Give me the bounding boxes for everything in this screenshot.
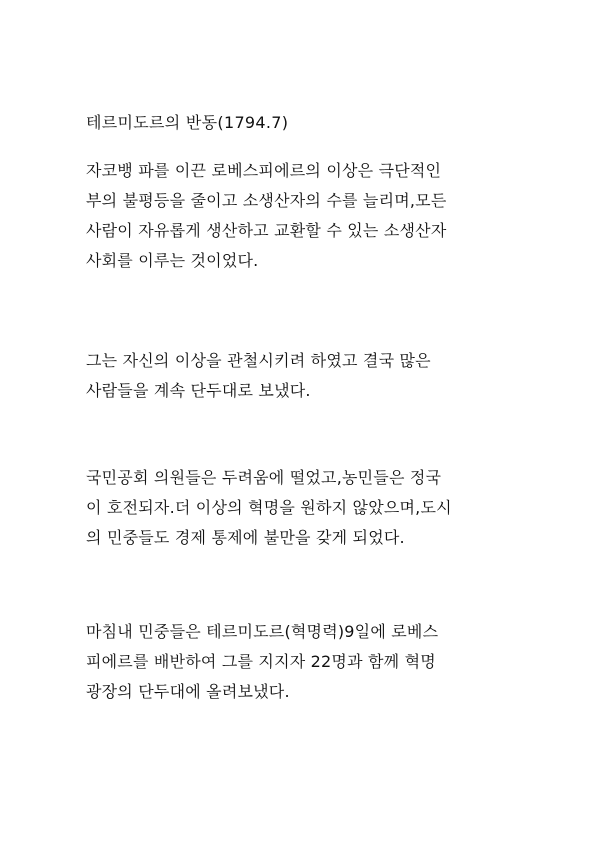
paragraph-2 [86, 346, 526, 406]
document-title: 테르미도르의 반동(1794.7) [86, 113, 289, 132]
text-line: 국민공회 의원들은 두려움에 떨었고,농민들은 정국 [86, 468, 442, 487]
text-line: 마침내 민중들은 테르미도르(혁명력)9일에 로베스 [86, 622, 439, 641]
text-line: 피에르를 배반하여 그를 지지자 22명과 함께 혁명 [86, 652, 436, 671]
text-line: 사회를 이루는 것이었다. [86, 251, 259, 270]
text-line: 자코뱅 파를 이끈 로베스피에르의 이상은 극단적인 [86, 161, 442, 180]
text-line: 부의 불평등을 줄이고 소생산자의 수를 늘리며,모든 [86, 191, 447, 210]
text-line: 사람들을 계속 단두대로 보냈다. [86, 381, 311, 400]
paragraph-3 [86, 463, 526, 553]
text-line: 사람이 자유롭게 생산하고 교환할 수 있는 소생산자 [86, 221, 447, 240]
text-line: 그는 자신의 이상을 관철시키려 하였고 결국 많은 [86, 351, 431, 370]
text-line: 광장의 단두대에 올려보냈다. [86, 682, 290, 701]
text-line: 의 민중들도 경제 통제에 불만을 갖게 되었다. [86, 528, 405, 547]
text-line: 이 호전되자.더 이상의 혁명을 원하지 않았으며,도시 [86, 498, 452, 517]
paragraph-4 [86, 617, 526, 707]
paragraph-1 [86, 156, 526, 276]
